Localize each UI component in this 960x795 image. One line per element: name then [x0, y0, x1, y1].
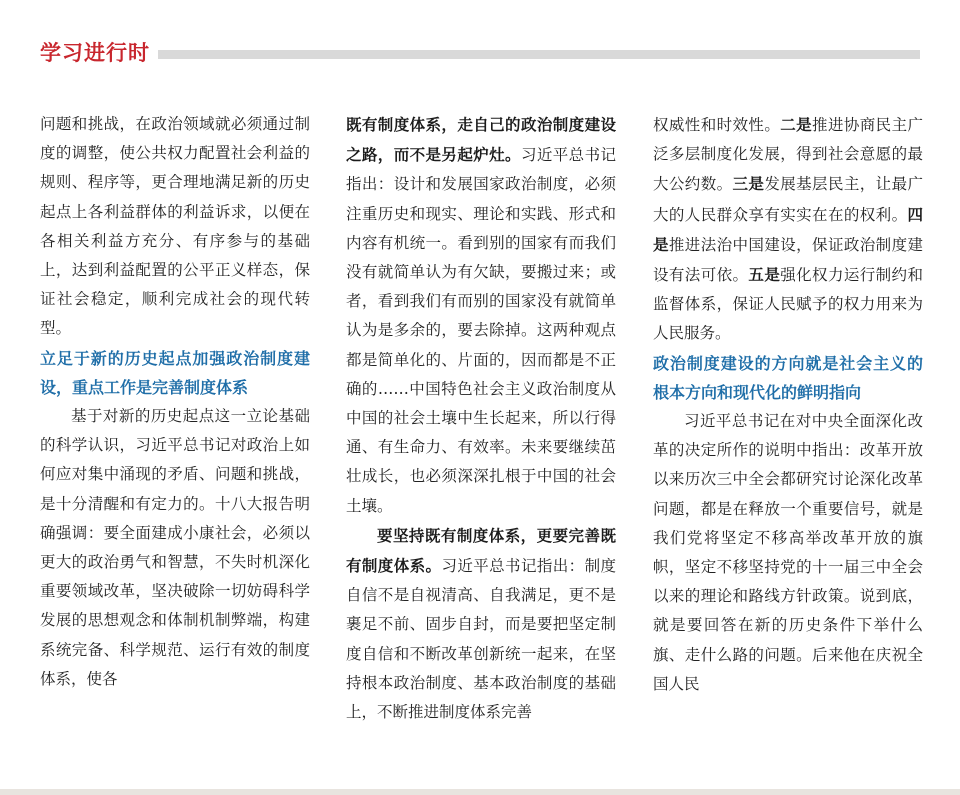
- bold-marker: 五是: [748, 265, 781, 285]
- text-column-1: [40, 110, 310, 694]
- paragraph: 问题和挑战，在政治领域就必须通过制度的调整，使公共权力配置社会利益的规则、程序等，更合理地满足新的历史起点上各利益群体的利益诉求，以便在各相关利益方充分、有序参与的基础上，达到利益配置的公平正义样态，保证社会稳定，顺利完成社会的现代转型。: [40, 115, 310, 338]
- text-column-2: [346, 110, 616, 727]
- text-column-3: [653, 110, 923, 699]
- section-header: [40, 38, 920, 68]
- bold-lead-text: 既有制度体系，走自己的政治制度建设之路，而不是另起炉灶。: [346, 115, 616, 165]
- header-divider-bar: [158, 50, 920, 59]
- paragraph-text: 推进法治中国建设，保证政治制度建设有法可依。: [653, 235, 923, 285]
- paragraph-text: 推进协商民主广泛多层制度化发展，得到社会意愿的最大公约数。: [653, 116, 923, 194]
- paragraph-text: 发展基层民主，让最广大的人民群众享有实实在在的权利。: [653, 175, 923, 224]
- bold-marker: 二是: [780, 115, 813, 134]
- paragraph: [346, 521, 616, 727]
- bold-marker: 三是: [732, 174, 765, 194]
- subheading: 立足于新的历史起点加强政治制度建设，重点工作是完善制度体系: [40, 348, 310, 397]
- page-bottom-edge: [0, 789, 960, 795]
- paragraph: 基于对新的历史起点这一立论基础的科学认识，习近平总书记对政治上如何应对集中涌现的矛盾、问题和挑战，是十分清醒和有定力的。十八大报告明确强调：要全面建成小康社会，必须以更大的政治勇气和智慧，不失时机深化重要领域改革，坚决破除一切妨碍科学发展的思想观念和体制机制弊端，构建系统完备、科学规范、运行有效的制度体系，使各: [40, 407, 310, 688]
- paragraph-text: 习近平总书记指出：设计和发展国家政治制度，必须注重历史和现实、理论和实践、形式和内容有机统一。看到别的国家有而我们没有就简单认为有欠缺，要搬过来；或者，看到我们有而别的国家没有就简单认为是多余的，要去除掉。这两种观点都是简单化的、片面的，因而都是不正确的……中国特色社会主义政治制度从中国的社会土壤中生长起来，所以行得通、有生命力、有效率。未来要继续茁壮成长，也必须深深扎根于中国的社会土壤。: [346, 146, 616, 515]
- paragraph-text: 权威性和时效性。: [653, 116, 781, 134]
- paragraph: [346, 110, 616, 521]
- paragraph: 习近平总书记在对中央全面深化改革的决定所作的说明中指出：改革开放以来历次三中全会都研究讨论深化改革问题，都是在释放一个重要信号，就是我们党将坚定不移高举改革开放的旗帜，坚定不移坚持党的十一届三中全会以来的理论和路线方针政策。说到底，就是要回答在新的历史条件下举什么旗、走什么路的问题。后来他在庆祝全国人民: [653, 412, 923, 693]
- bold-lead-text: 要坚持既有制度体系，更要完善既有制度体系。: [346, 525, 616, 576]
- paragraph-text: 强化权力运行制约和监督体系，保证人民赋予的权力用来为人民服务。: [653, 266, 923, 343]
- section-title: 学习进行时: [40, 41, 150, 65]
- subheading: 政治制度建设的方向就是社会主义的根本方向和现代化的鲜明指向: [653, 353, 923, 402]
- paragraph-text: 习近平总书记指出：制度自信不是自视清高、自我满足，更不是裹足不前、固步自封，而是要把坚定制度自信和不断改革创新统一起来，在坚持根本政治制度、基本政治制度的基础上，不断推进制度体系完善: [346, 557, 616, 722]
- paragraph: [653, 110, 923, 349]
- bold-marker: 四是: [653, 204, 923, 254]
